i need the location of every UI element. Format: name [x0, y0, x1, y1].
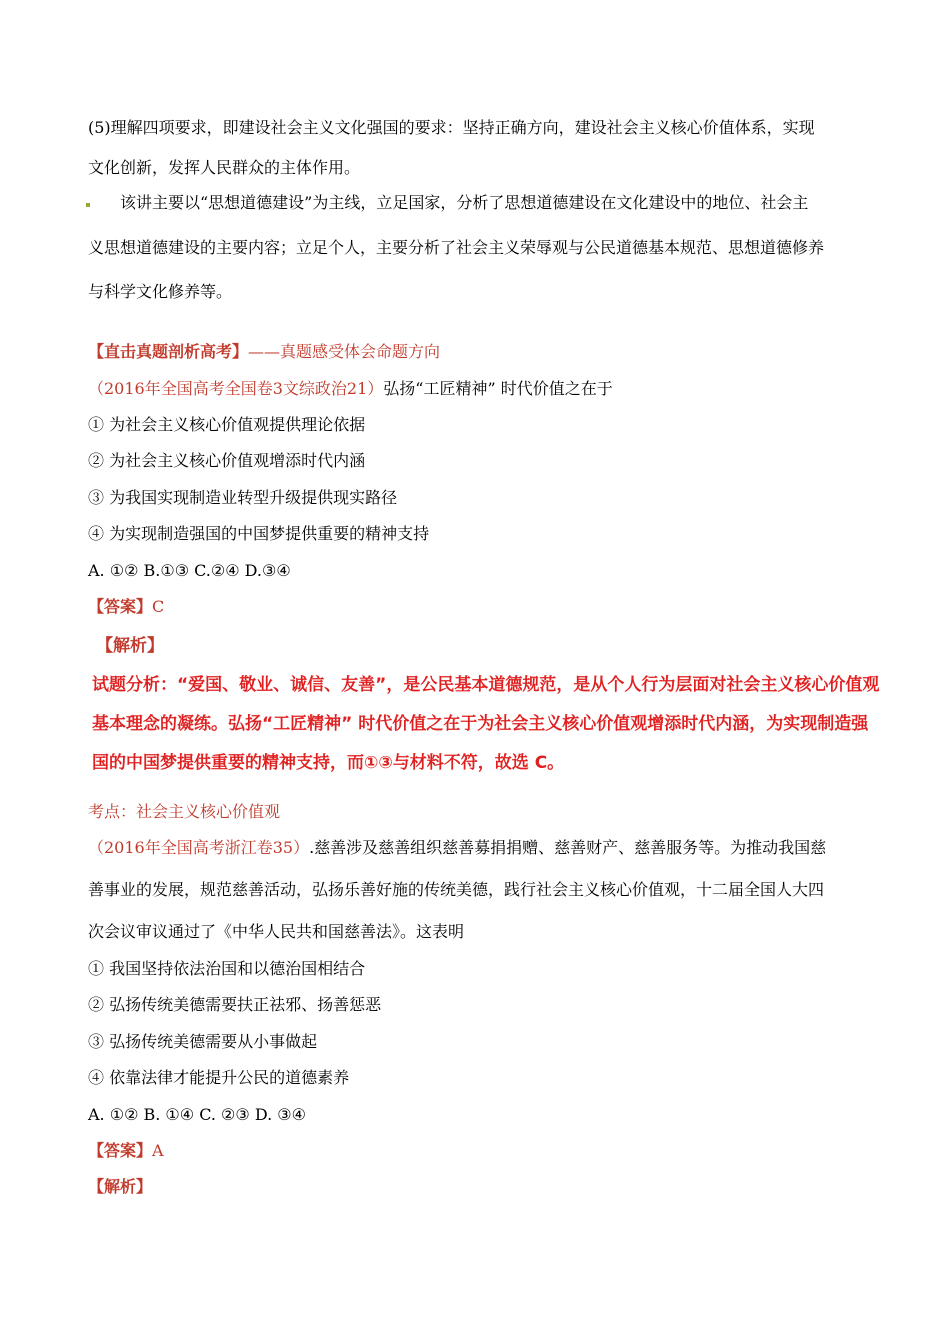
section-heading-bracket: 【直击真题剖析高考】 [88, 342, 249, 361]
q2-stem-line2: 善事业的发展，规范慈善活动，弘扬乐善好施的传统美德，践行社会主义核心价值观，十二届全国人大四 [88, 880, 825, 899]
q2-source: （2016年全国高考浙江卷35） [88, 838, 310, 857]
q2-stem-line1: .慈善涉及慈善组织慈善募捐捐赠、慈善财产、慈善服务等。为推动我国慈 [309, 838, 827, 857]
point5-line1: (5)理解四项要求，即建设社会主义文化强国的要求：坚持正确方向，建设社会主义核心价值体系，实现 [88, 118, 815, 137]
q2-answer [88, 1141, 164, 1161]
q1-option-4: ④ 为实现制造强国的中国梦提供重要的精神支持 [88, 524, 430, 543]
q1-analysis-line3: 国的中国梦提供重要的精神支持，而①③与材料不符，故选 C。 [92, 753, 565, 773]
q2-answer-value: A [152, 1141, 164, 1160]
q2-stem-line3: 次会议审议通过了《中华人民共和国慈善法》。这表明 [88, 922, 465, 941]
q1-header [88, 379, 613, 399]
q2-header [88, 838, 826, 858]
q1-choices: A. ①② B.①③ C.②④ D.③④ [88, 561, 291, 580]
q2-choices: A. ①② B. ①④ C. ②③ D. ③④ [88, 1105, 306, 1124]
q1-answer [88, 597, 164, 617]
section-heading-subtitle: ——真题感受体会命题方向 [248, 342, 441, 361]
q2-analysis-label: 【解析】 [88, 1177, 153, 1196]
q1-option-3: ③ 为我国实现制造业转型升级提供现实路径 [88, 488, 398, 507]
summary-line3: 与科学文化修养等。 [88, 282, 233, 301]
q1-stem: 弘扬“工匠精神” 时代价值之在于 [383, 379, 613, 398]
q2-option-2: ② 弘扬传统美德需要扶正祛邪、扬善惩恶 [88, 995, 382, 1014]
q2-option-1: ① 我国坚持依法治国和以德治国相结合 [88, 959, 366, 978]
q1-option-1: ① 为社会主义核心价值观提供理论依据 [88, 415, 366, 434]
bullet-icon [86, 203, 90, 207]
q1-analysis-line2: 基本理念的凝练。弘扬“工匠精神” 时代价值之在于为社会主义核心价值观增添时代内涵，为实现制造强 [92, 714, 869, 734]
summary-line2: 义思想道德建设的主要内容；立足个人，主要分析了社会主义荣辱观与公民道德基本规范、思想道德修养 [88, 238, 825, 257]
q1-answer-value: C [152, 597, 165, 616]
section-heading [88, 342, 440, 362]
q1-analysis-line1: 试题分析：“爱国、敬业、诚信、友善”，是公民基本道德规范，是从个人行为层面对社会主义核心价值观 [92, 675, 880, 695]
q1-source: （2016年全国高考全国卷3文综政治21） [88, 379, 384, 398]
summary-line1: 该讲主要以“思想道德建设”为主线，立足国家，分析了思想道德建设在文化建设中的地位、社会主 [120, 193, 809, 212]
q1-kaodian: 考点：社会主义核心价值观 [88, 802, 281, 821]
q1-analysis-label: 【解析】 [96, 636, 164, 656]
q2-option-4: ④ 依靠法律才能提升公民的道德素养 [88, 1068, 350, 1087]
q1-answer-label: 【答案】 [88, 597, 153, 616]
q2-option-3: ③ 弘扬传统美德需要从小事做起 [88, 1032, 318, 1051]
q2-answer-label: 【答案】 [88, 1141, 153, 1160]
point5-line2: 文化创新，发挥人民群众的主体作用。 [88, 158, 361, 177]
q1-option-2: ② 为社会主义核心价值观增添时代内涵 [88, 451, 366, 470]
